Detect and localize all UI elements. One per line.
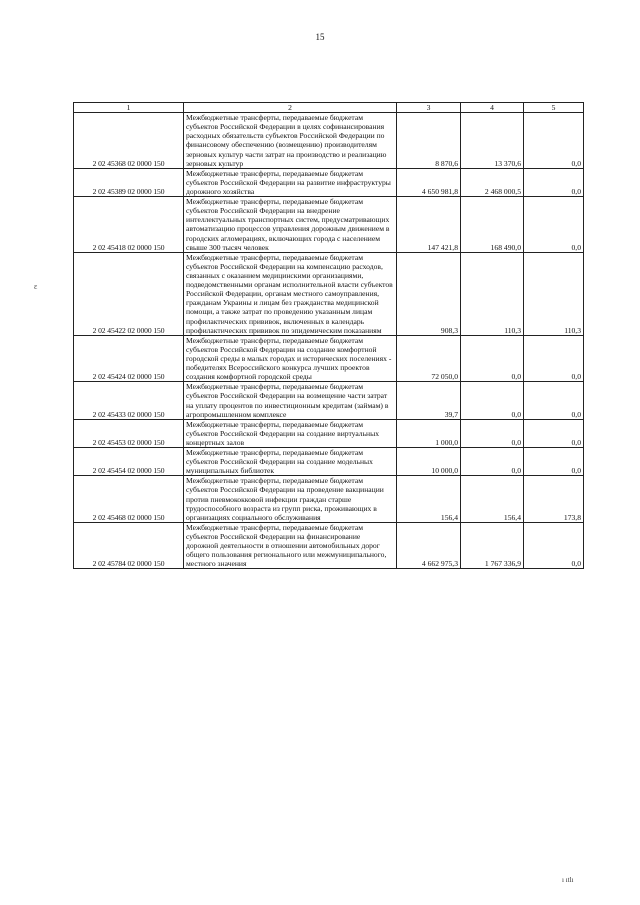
description-cell: Межбюджетные трансферты, передаваемые бюджетам субъектов Российской Федерации на создание комфортной городской среды в малых городах и исторических поселениях - победителях Всероссийского конкурса лучших проектов создания комфортной городской среды xyxy=(184,335,397,382)
value-cell-col4: 110,3 xyxy=(461,252,524,335)
stray-mark: ɛ xyxy=(34,282,38,291)
table-row xyxy=(74,448,584,476)
table-row xyxy=(74,113,584,169)
footer-mark: ı ıtlı xyxy=(562,876,574,884)
value-cell-col5: 0,0 xyxy=(524,448,584,476)
value-cell-col5: 0,0 xyxy=(524,382,584,419)
value-cell-col5: 110,3 xyxy=(524,252,584,335)
value-cell-col3: 72 050,0 xyxy=(397,335,461,382)
value-cell-col4: 156,4 xyxy=(461,476,524,523)
value-cell-col4: 13 370,6 xyxy=(461,113,524,169)
value-cell-col5: 0,0 xyxy=(524,522,584,569)
description-cell: Межбюджетные трансферты, передаваемые бюджетам субъектов Российской Федерации на создание модельных муниципальных библиотек xyxy=(184,448,397,476)
code-cell: 2 02 45454 02 0000 150 xyxy=(74,448,184,476)
column-header-3: 3 xyxy=(397,103,461,113)
description-cell: Межбюджетные трансферты, передаваемые бюджетам субъектов Российской Федерации на развитие инфраструктуры дорожного хозяйства xyxy=(184,168,397,196)
code-cell: 2 02 45422 02 0000 150 xyxy=(74,252,184,335)
column-header-2: 2 xyxy=(184,103,397,113)
value-cell-col4: 168 490,0 xyxy=(461,197,524,253)
column-header-4: 4 xyxy=(461,103,524,113)
page-number: 15 xyxy=(315,32,325,42)
value-cell-col3: 8 870,6 xyxy=(397,113,461,169)
table-row xyxy=(74,197,584,253)
value-cell-col4: 0,0 xyxy=(461,419,524,447)
code-cell: 2 02 45433 02 0000 150 xyxy=(74,382,184,419)
value-cell-col3: 4 662 975,3 xyxy=(397,522,461,569)
description-cell: Межбюджетные трансферты, передаваемые бюджетам субъектов Российской Федерации на проведение вакцинации против пневмококковой инфекции граждан старше трудоспособного возраста из групп риска, проживающих в организациях социального обслуживания xyxy=(184,476,397,523)
code-cell: 2 02 45468 02 0000 150 xyxy=(74,476,184,523)
value-cell-col3: 147 421,8 xyxy=(397,197,461,253)
value-cell-col4: 1 767 336,9 xyxy=(461,522,524,569)
code-cell: 2 02 45424 02 0000 150 xyxy=(74,335,184,382)
value-cell-col3: 1 000,0 xyxy=(397,419,461,447)
value-cell-col4: 0,0 xyxy=(461,382,524,419)
table-body xyxy=(74,103,584,569)
budget-table xyxy=(73,102,584,569)
table-row xyxy=(74,476,584,523)
header-row xyxy=(74,103,584,113)
code-cell: 2 02 45368 02 0000 150 xyxy=(74,113,184,169)
value-cell-col5: 0,0 xyxy=(524,197,584,253)
value-cell-col3: 908,3 xyxy=(397,252,461,335)
table-row xyxy=(74,252,584,335)
value-cell-col4: 2 468 000,5 xyxy=(461,168,524,196)
description-cell: Межбюджетные трансферты, передаваемые бюджетам субъектов Российской Федерации на возмещение части затрат на уплату процентов по инвестиционным кредитам (займам) в агропромышленном комплексе xyxy=(184,382,397,419)
value-cell-col3: 4 650 981,8 xyxy=(397,168,461,196)
description-cell: Межбюджетные трансферты, передаваемые бюджетам субъектов Российской Федерации в целях софинансирования расходных обязательств субъектов Российской Федерации по финансовому обеспечению (возмещению) производителям зерновых культур части затрат на производство и реализацию зерновых культур xyxy=(184,113,397,169)
description-cell: Межбюджетные трансферты, передаваемые бюджетам субъектов Российской Федерации на финансирование дорожной деятельности в отношении автомобильных дорог общего пользования регионального или межмуниципального, местного значения xyxy=(184,522,397,569)
code-cell: 2 02 45389 02 0000 150 xyxy=(74,168,184,196)
table-row xyxy=(74,522,584,569)
table-row xyxy=(74,335,584,382)
code-cell: 2 02 45418 02 0000 150 xyxy=(74,197,184,253)
value-cell-col4: 0,0 xyxy=(461,335,524,382)
column-header-1: 1 xyxy=(74,103,184,113)
value-cell-col3: 10 000,0 xyxy=(397,448,461,476)
value-cell-col4: 0,0 xyxy=(461,448,524,476)
table-row xyxy=(74,419,584,447)
value-cell-col3: 39,7 xyxy=(397,382,461,419)
value-cell-col5: 0,0 xyxy=(524,113,584,169)
description-cell: Межбюджетные трансферты, передаваемые бюджетам субъектов Российской Федерации на создание виртуальных концертных залов xyxy=(184,419,397,447)
value-cell-col5: 0,0 xyxy=(524,419,584,447)
value-cell-col5: 0,0 xyxy=(524,168,584,196)
column-header-5: 5 xyxy=(524,103,584,113)
table-row xyxy=(74,168,584,196)
code-cell: 2 02 45453 02 0000 150 xyxy=(74,419,184,447)
code-cell: 2 02 45784 02 0000 150 xyxy=(74,522,184,569)
description-cell: Межбюджетные трансферты, передаваемые бюджетам субъектов Российской Федерации на компенсацию расходов, связанных с оказанием медицинскими организациями, подведомственными органам исполнительной власти субъектов Российской Федерации, органам местного самоуправления, гражданам Украины и лицам без гражданства медицинской помощи, а также затрат по проведению указанным лицам профилактических прививок, включенных в календарь профилактических прививок по эпидемическим показаниям xyxy=(184,252,397,335)
value-cell-col5: 0,0 xyxy=(524,335,584,382)
description-cell: Межбюджетные трансферты, передаваемые бюджетам субъектов Российской Федерации на внедрение интеллектуальных транспортных систем, предусматривающих автоматизацию процессов управления дорожным движением в городских агломерациях, включающих города с населением свыше 300 тысяч человек xyxy=(184,197,397,253)
value-cell-col5: 173,8 xyxy=(524,476,584,523)
table-row xyxy=(74,382,584,419)
value-cell-col3: 156,4 xyxy=(397,476,461,523)
